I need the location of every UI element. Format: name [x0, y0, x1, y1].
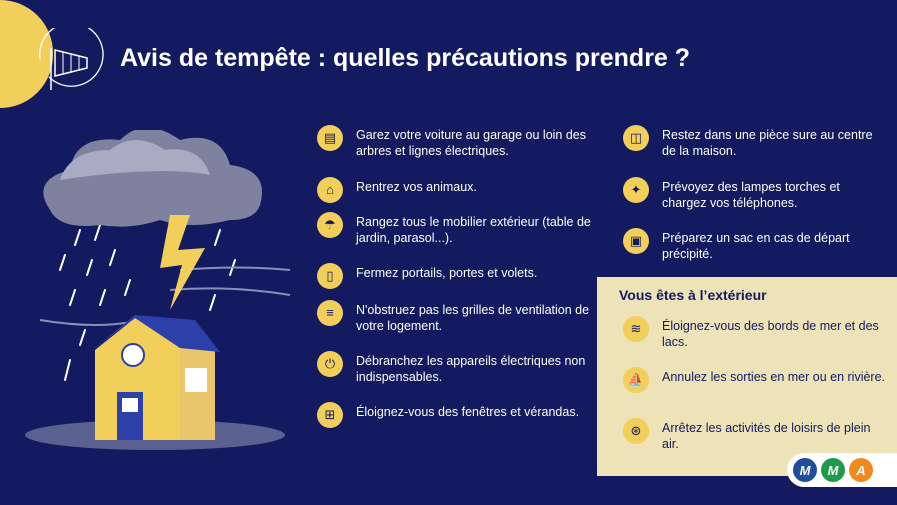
list-item: ◫ Restez dans une pièce sure au centre de la maison.: [623, 127, 887, 159]
waves-icon: ≋: [623, 316, 649, 342]
list-item: ⊞ Éloignez-vous des fenêtres et vérandas.: [317, 404, 601, 428]
flashlight-icon: ✦: [623, 177, 649, 203]
list-item: ▯ Fermez portails, portes et volets.: [317, 265, 601, 289]
window-icon: ⊞: [317, 402, 343, 428]
logo-a: A: [849, 458, 873, 482]
list-item: ▣ Préparez un sac en cas de départ précipité.: [623, 230, 887, 262]
list-item: ☂ Rangez tous le mobilier extérieur (table de jardin, parasol...).: [317, 214, 601, 246]
page-title: Avis de tempête : quelles précautions prendre ?: [120, 44, 691, 72]
list-item: ≋ Éloignez-vous des bords de mer et des lacs.: [623, 318, 887, 350]
door-icon: ▯: [317, 263, 343, 289]
outside-section: [597, 277, 897, 476]
garage-icon: ▤: [317, 125, 343, 151]
list-item: ⏻ Débranchez les appareils électriques non indispensables.: [317, 353, 601, 385]
mma-logo: [787, 453, 897, 487]
storm-illustration: [20, 130, 310, 460]
logo-m2: M: [821, 458, 845, 482]
backpack-icon: ▣: [623, 228, 649, 254]
plug-icon: ⏻: [317, 351, 343, 377]
logo-m1: M: [793, 458, 817, 482]
list-item: ▤ Garez votre voiture au garage ou loin des arbres et lignes électriques.: [317, 127, 601, 159]
room-icon: ◫: [623, 125, 649, 151]
list-item: ⛵ Annulez les sorties en mer ou en rivière.: [623, 369, 887, 393]
pet-house-icon: ⌂: [317, 177, 343, 203]
sailboat-icon: ⛵: [623, 367, 649, 393]
ball-icon: ⊛: [623, 418, 649, 444]
list-item: ≡ N'obstruez pas les grilles de ventilation de votre logement.: [317, 302, 601, 334]
vent-icon: ≡: [317, 300, 343, 326]
list-item: ✦ Prévoyez des lampes torches et chargez vos téléphones.: [623, 179, 887, 211]
parasol-icon: ☂: [317, 212, 343, 238]
list-item: ⌂ Rentrez vos animaux.: [317, 179, 601, 203]
list-item: ⊛ Arrêtez les activités de loisirs de plein air.: [623, 420, 887, 452]
windsock-icon: [25, 28, 105, 108]
outside-heading: Vous êtes à l’extérieur: [619, 287, 767, 303]
